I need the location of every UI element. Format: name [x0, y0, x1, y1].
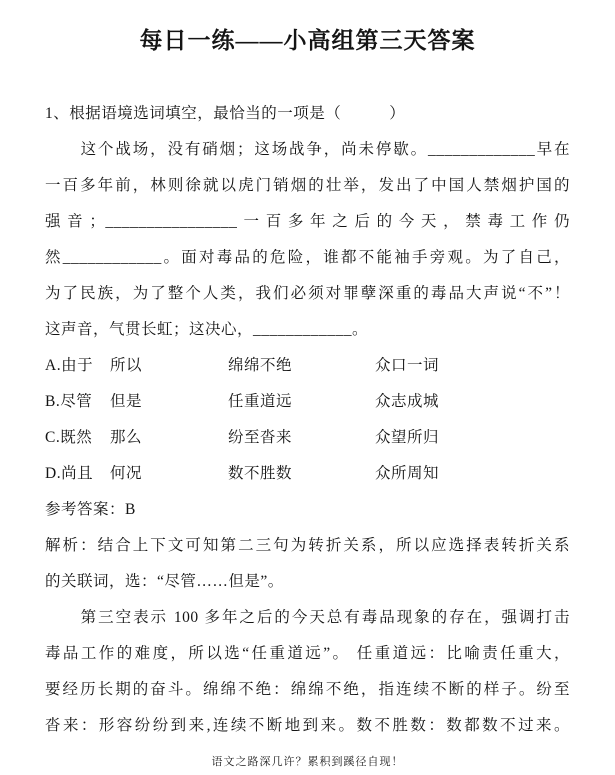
analysis-line: 要经历长期的奋斗。绵绵不绝：绵绵不绝，指连续不断的样子。纷至 [45, 681, 570, 698]
option-word: 但是 [110, 393, 143, 410]
analysis-line: 解析：结合上下文可知第二三句为转折关系，所以应选择表转折关系 [45, 537, 570, 554]
passage-line: 强音；________________一百多年之后的今天，禁毒工作仍 [45, 213, 570, 230]
document-body [45, 96, 570, 744]
option-word: 众志成城 [375, 393, 440, 410]
option-word: 众望所归 [375, 429, 440, 446]
page-title: 每日一练——小高组第三天答案 [139, 28, 476, 53]
option-row [45, 420, 570, 456]
question-prompt: 1、根据语境选词填空，最恰当的一项是（ ） [45, 105, 406, 122]
option-row [45, 348, 570, 384]
analysis-line: 沓来：形容纷纷到来,连续不断地到来。数不胜数：数都数不过来。 [45, 717, 570, 734]
passage-line: 一百多年前，林则徐就以虎门销烟的壮举，发出了中国人禁烟护国的 [45, 177, 570, 194]
option-word: 绵绵不绝 [228, 357, 293, 374]
option-word: 众所周知 [375, 465, 440, 482]
option-row [45, 384, 570, 420]
option-label: D.尚且 [45, 465, 94, 482]
analysis-line: 毒品工作的难度，所以选“任重道远”。 任重道远：比喻责任重大， [45, 645, 570, 662]
passage-line: 然____________。面对毒品的危险，谁都不能袖手旁观。为了自己， [45, 249, 570, 266]
analysis-line: 第三空表示 100 多年之后的今天总有毒品现象的存在，强调打击 [80, 609, 570, 626]
passage-line: 这声音，气贯长虹；这决心，____________。 [45, 321, 369, 338]
option-word: 纷至沓来 [228, 429, 293, 446]
analysis-line: 的关联词，选：“尽管……但是”。 [45, 573, 284, 590]
passage-line: 这个战场，没有硝烟；这场战争，尚未停歇。_____________早在 [80, 141, 570, 158]
option-row [45, 456, 570, 492]
option-label: C.既然 [45, 429, 93, 446]
option-word: 那么 [110, 429, 143, 446]
option-word: 众口一词 [375, 357, 440, 374]
footer-note: 语文之路深几许？累积到蹊径自现！ [211, 756, 404, 768]
option-word: 数不胜数 [228, 465, 293, 482]
passage-line: 为了民族，为了整个人类，我们必须对罪孽深重的毒品大声说“不”！ [45, 285, 570, 302]
option-label: B.尽管 [45, 393, 93, 410]
option-label: A.由于 [45, 357, 94, 374]
option-word: 任重道远 [228, 393, 293, 410]
answer-reference: 参考答案：B [45, 501, 136, 518]
option-word: 何况 [110, 465, 143, 482]
option-word: 所以 [110, 357, 143, 374]
